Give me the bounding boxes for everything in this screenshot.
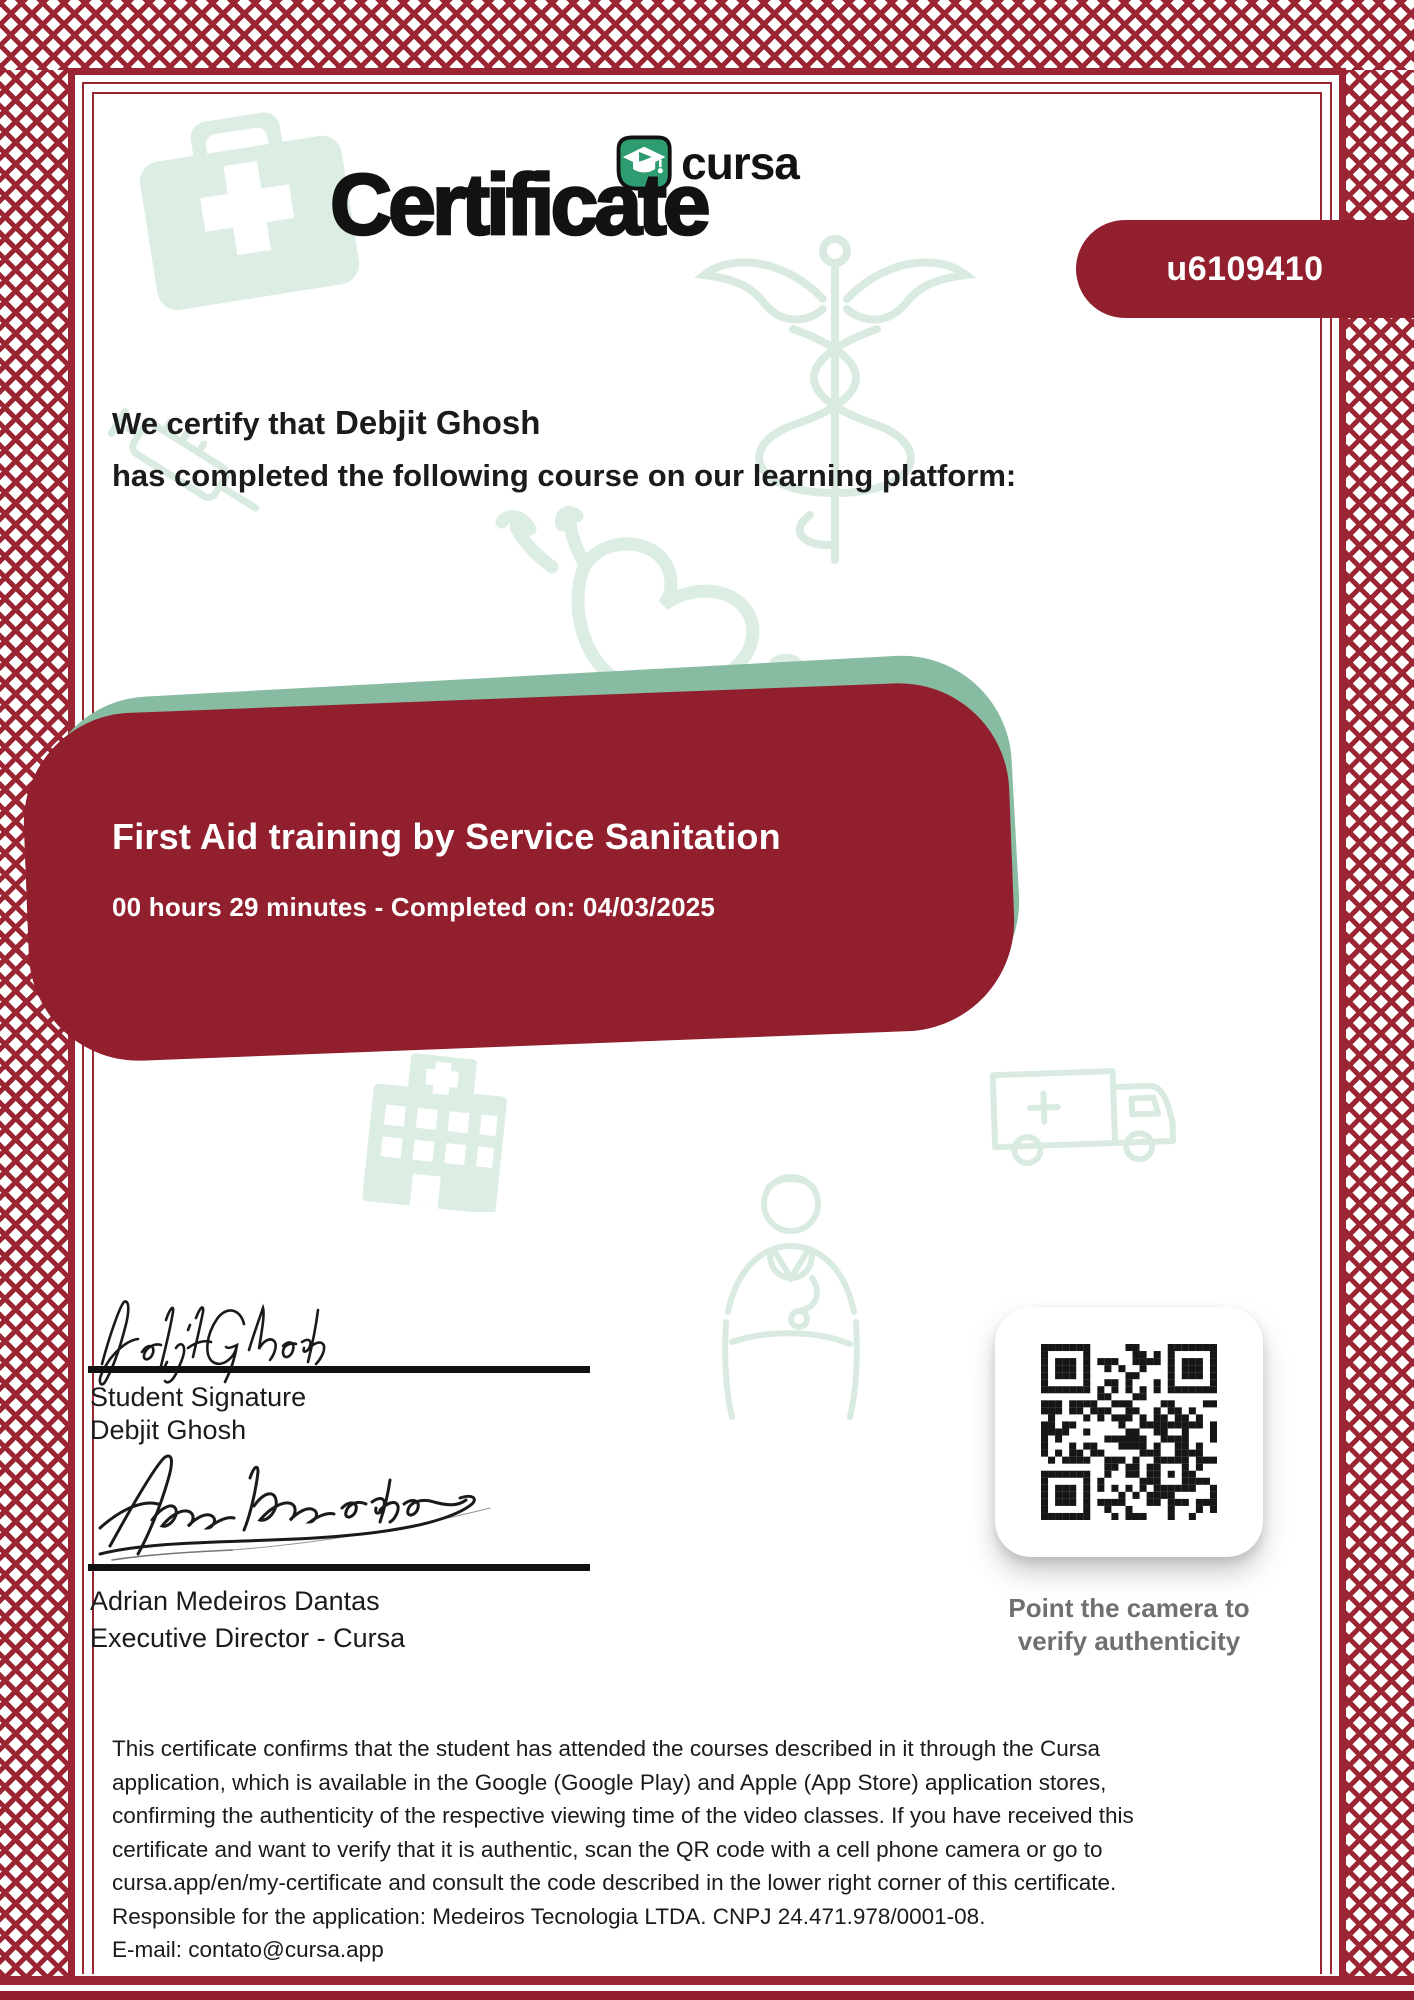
course-title: First Aid training by Service Sanitation bbox=[112, 816, 781, 857]
director-signature-image bbox=[92, 1450, 512, 1565]
border-pattern-right bbox=[1344, 70, 1414, 1976]
footer-line: application, which is available in the Google (Google Play) and Apple (App Store) application stores, bbox=[112, 1769, 1107, 1795]
director-signature-line bbox=[88, 1564, 590, 1571]
footer-line: This certificate confirms that the student has attended the courses described in it through the Cursa bbox=[112, 1736, 1101, 1761]
student-signature-name: Debjit Ghosh bbox=[90, 1415, 247, 1445]
intro-line2: has completed the following course on our learning platform: bbox=[112, 458, 1017, 493]
footer-disclaimer bbox=[112, 1732, 1352, 1967]
student-signature-line bbox=[88, 1366, 590, 1373]
footer-line: certificate and want to verify that it is authentic, scan the QR code with a cell phone camera or go to bbox=[112, 1836, 1103, 1862]
certificate-title: Certificate bbox=[330, 157, 707, 253]
director-role: Executive Director - Cursa bbox=[90, 1623, 406, 1653]
qr-card bbox=[995, 1307, 1263, 1557]
footer-line: confirming the authenticity of the respective viewing time of the video classes. If you have received this bbox=[112, 1803, 1134, 1828]
footer-line: E-mail: contato@cursa.app bbox=[112, 1937, 384, 1962]
intro-prefix: We certify that bbox=[112, 406, 326, 441]
certificate-code: u6109410 bbox=[1166, 249, 1324, 288]
qr-caption-line2: verify authenticity bbox=[1017, 1626, 1241, 1656]
bottom-bar bbox=[0, 1991, 1414, 2000]
certificate-code-badge bbox=[1076, 220, 1414, 318]
footer-line: cursa.app/en/my-certificate and consult the code described in the lower right corner of this certificate. bbox=[112, 1870, 1117, 1895]
qr-caption-line1: Point the camera to bbox=[1008, 1593, 1250, 1623]
course-banner bbox=[20, 679, 1019, 1065]
qr-caption bbox=[975, 1592, 1283, 1658]
student-name: Debjit Ghosh bbox=[335, 404, 541, 441]
intro-text bbox=[112, 404, 1016, 494]
cursa-logo-text: cursa bbox=[681, 137, 799, 189]
footer-line: Responsible for the application: Medeiros Tecnologia LTDA. CNPJ 24.471.978/0001-08. bbox=[112, 1903, 986, 1929]
bottom-divider-strip bbox=[0, 1976, 1414, 1985]
border-pattern-top bbox=[0, 0, 1414, 70]
qr-code bbox=[1041, 1344, 1217, 1520]
course-meta: 00 hours 29 minutes - Completed on: 04/03/2025 bbox=[112, 892, 716, 922]
student-signature-label: Student Signature bbox=[90, 1382, 307, 1412]
director-name: Adrian Medeiros Dantas bbox=[90, 1586, 380, 1616]
